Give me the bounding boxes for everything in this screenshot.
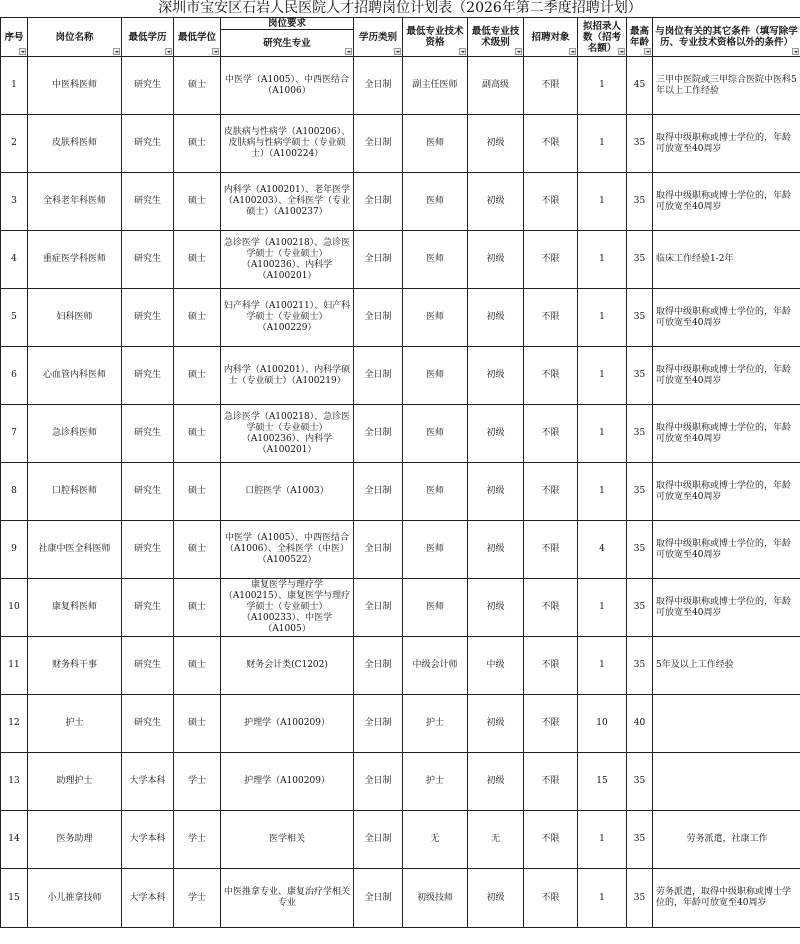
cell-min-edu[interactable]: 大学本科 (122, 811, 174, 869)
cell-min-level[interactable]: 无 (468, 811, 524, 869)
cell-min-edu[interactable]: 研究生 (122, 347, 174, 405)
cell-other-conditions[interactable]: 三甲中医院或三甲综合医院中医科5年以上工作经验 (653, 57, 800, 115)
cell-planned[interactable]: 1 (578, 115, 627, 173)
cell-edu-type[interactable]: 全日制 (354, 521, 403, 579)
cell-target[interactable]: 不限 (524, 173, 578, 231)
cell-min-level[interactable]: 初级 (468, 405, 524, 463)
cell-other-conditions[interactable]: 取得中级职称或博士学位的，年龄可放宽至40周岁 (653, 173, 800, 231)
header-label: 最低专业技术级别 (471, 26, 520, 48)
header-label: 与岗位有关的其它条件（填写除学历、专业技术资格以外的条件） (655, 26, 798, 48)
cell-position[interactable]: 口腔科医师 (28, 463, 122, 521)
cell-target[interactable]: 不限 (524, 579, 578, 637)
cell-position[interactable]: 中医科医师 (28, 57, 122, 115)
cell-min-qual[interactable]: 副主任医师 (403, 57, 468, 115)
recruitment-table (0, 17, 800, 928)
cell-seq[interactable]: 7 (1, 405, 28, 463)
filter-dropdown-icon[interactable] (165, 48, 172, 55)
cell-edu-type[interactable]: 全日制 (354, 811, 403, 869)
cell-min-degree[interactable]: 硕士 (174, 231, 221, 289)
cell-position[interactable]: 重症医学科医师 (28, 231, 122, 289)
header-label: 招聘对象 (531, 31, 570, 43)
cell-min-level[interactable]: 初级 (468, 463, 524, 521)
cell-max-age[interactable]: 35 (627, 231, 653, 289)
filter-dropdown-icon[interactable] (394, 48, 401, 55)
cell-planned[interactable]: 1 (578, 811, 627, 869)
cell-target[interactable]: 不限 (524, 869, 578, 928)
filter-dropdown-icon[interactable] (515, 48, 522, 55)
cell-other-conditions[interactable]: 劳务派遣，取得中级职称或博士学位的，年龄可放宽至40周岁 (653, 869, 800, 928)
header-min-edu[interactable] (122, 18, 174, 57)
cell-max-age[interactable]: 35 (627, 115, 653, 173)
cell-edu-type[interactable]: 全日制 (354, 869, 403, 928)
cell-position[interactable]: 全科老年科医师 (28, 173, 122, 231)
header-min-qual[interactable] (403, 18, 468, 57)
cell-min-degree[interactable]: 硕士 (174, 173, 221, 231)
cell-other-conditions[interactable] (653, 695, 800, 753)
cell-min-qual[interactable]: 医师 (403, 231, 468, 289)
cell-other-conditions[interactable]: 取得中级职称或博士学位的，年龄可放宽至40周岁 (653, 115, 800, 173)
cell-min-qual[interactable]: 医师 (403, 463, 468, 521)
table-row (1, 347, 800, 405)
cell-planned[interactable]: 1 (578, 173, 627, 231)
cell-min-edu[interactable]: 大学本科 (122, 753, 174, 811)
cell-max-age[interactable]: 35 (627, 811, 653, 869)
cell-target[interactable]: 不限 (524, 289, 578, 347)
cell-planned[interactable]: 1 (578, 289, 627, 347)
cell-seq[interactable]: 8 (1, 463, 28, 521)
cell-planned[interactable]: 1 (578, 637, 627, 695)
cell-major[interactable]: 内科学（A100201）、老年医学（A100203）、全科医学（专业硕士）（A100237） (221, 173, 354, 231)
cell-major[interactable]: 内科学（A100201）、内科学硕士（专业硕士）（A100219） (221, 347, 354, 405)
cell-min-edu[interactable]: 研究生 (122, 289, 174, 347)
cell-min-qual[interactable]: 医师 (403, 521, 468, 579)
cell-edu-type[interactable]: 全日制 (354, 405, 403, 463)
cell-min-degree[interactable]: 学士 (174, 811, 221, 869)
filter-dropdown-icon[interactable] (345, 48, 352, 55)
cell-min-degree[interactable]: 硕士 (174, 289, 221, 347)
table-row (1, 115, 800, 173)
cell-position[interactable]: 医务助理 (28, 811, 122, 869)
cell-target[interactable]: 不限 (524, 521, 578, 579)
header-label: 最低专业技术资格 (406, 26, 464, 48)
cell-seq[interactable]: 5 (1, 289, 28, 347)
filter-dropdown-icon[interactable] (644, 48, 651, 55)
cell-position[interactable]: 妇科医师 (28, 289, 122, 347)
header-min-level[interactable] (468, 18, 524, 57)
cell-target[interactable]: 不限 (524, 463, 578, 521)
cell-min-level[interactable]: 初级 (468, 521, 524, 579)
cell-max-age[interactable]: 45 (627, 57, 653, 115)
table-row (1, 811, 800, 869)
cell-major[interactable]: 中医学（A1005）、中西医结合（A1006）、全科医学（中医）（A100522） (221, 521, 354, 579)
cell-min-qual[interactable]: 医师 (403, 347, 468, 405)
cell-target[interactable]: 不限 (524, 115, 578, 173)
cell-max-age[interactable]: 35 (627, 289, 653, 347)
cell-position[interactable]: 急诊科医师 (28, 405, 122, 463)
header-seq[interactable] (1, 18, 28, 57)
cell-min-degree[interactable]: 硕士 (174, 405, 221, 463)
cell-min-level[interactable]: 副高级 (468, 57, 524, 115)
table-row (1, 289, 800, 347)
header-max-age[interactable] (627, 18, 653, 57)
cell-min-degree[interactable]: 硕士 (174, 579, 221, 637)
table-row (1, 637, 800, 695)
table-row (1, 57, 800, 115)
cell-min-level[interactable]: 初级 (468, 753, 524, 811)
cell-edu-type[interactable]: 全日制 (354, 115, 403, 173)
cell-seq[interactable]: 13 (1, 753, 28, 811)
cell-max-age[interactable]: 35 (627, 463, 653, 521)
cell-major[interactable]: 中医推拿专业、康复治疗学相关专业 (221, 869, 354, 928)
cell-min-edu[interactable]: 研究生 (122, 521, 174, 579)
cell-planned[interactable]: 10 (578, 695, 627, 753)
cell-target[interactable]: 不限 (524, 57, 578, 115)
table-row (1, 695, 800, 753)
cell-planned[interactable]: 1 (578, 405, 627, 463)
cell-max-age[interactable]: 35 (627, 521, 653, 579)
cell-max-age[interactable]: 35 (627, 405, 653, 463)
cell-min-edu[interactable]: 研究生 (122, 579, 174, 637)
cell-major[interactable]: 妇产科学（A100211）、妇产科学硕士（专业硕士）（A100229） (221, 289, 354, 347)
cell-min-degree[interactable]: 硕士 (174, 695, 221, 753)
cell-seq[interactable]: 4 (1, 231, 28, 289)
cell-min-degree[interactable]: 硕士 (174, 521, 221, 579)
cell-position[interactable]: 财务科干事 (28, 637, 122, 695)
cell-min-degree[interactable]: 硕士 (174, 637, 221, 695)
page-title: 深圳市宝安区石岩人民医院人才招聘岗位计划表（2026年第二季度招聘计划） (158, 0, 642, 16)
filter-dropdown-icon[interactable] (212, 48, 219, 55)
cell-edu-type[interactable]: 全日制 (354, 695, 403, 753)
header-position[interactable] (28, 18, 122, 57)
cell-other-conditions[interactable]: 5年及以上工作经验 (653, 637, 800, 695)
cell-position[interactable]: 社康中医全科医师 (28, 521, 122, 579)
cell-min-level[interactable]: 初级 (468, 347, 524, 405)
cell-planned[interactable]: 15 (578, 753, 627, 811)
cell-min-degree[interactable]: 硕士 (174, 347, 221, 405)
cell-min-edu[interactable]: 研究生 (122, 637, 174, 695)
cell-min-level[interactable]: 初级 (468, 289, 524, 347)
filter-dropdown-icon[interactable] (459, 48, 466, 55)
cell-planned[interactable]: 1 (578, 869, 627, 928)
cell-edu-type[interactable]: 全日制 (354, 173, 403, 231)
cell-target[interactable]: 不限 (524, 347, 578, 405)
cell-max-age[interactable]: 35 (627, 579, 653, 637)
cell-planned[interactable]: 1 (578, 57, 627, 115)
cell-min-qual[interactable]: 医师 (403, 405, 468, 463)
header-label: 最低学历 (128, 31, 167, 43)
filter-dropdown-icon[interactable] (792, 48, 799, 55)
cell-target[interactable]: 不限 (524, 405, 578, 463)
header-other[interactable] (653, 18, 800, 57)
cell-min-edu[interactable]: 研究生 (122, 57, 174, 115)
cell-other-conditions[interactable]: 取得中级职称或博士学位的，年龄可放宽至40周岁 (653, 579, 800, 637)
cell-min-qual[interactable]: 医师 (403, 115, 468, 173)
table-row (1, 463, 800, 521)
cell-max-age[interactable]: 35 (627, 753, 653, 811)
cell-min-edu[interactable]: 研究生 (122, 115, 174, 173)
cell-min-qual[interactable]: 医师 (403, 289, 468, 347)
cell-edu-type[interactable]: 全日制 (354, 579, 403, 637)
cell-position[interactable]: 皮肤科医师 (28, 115, 122, 173)
cell-seq[interactable]: 1 (1, 57, 28, 115)
table-row (1, 173, 800, 231)
cell-major[interactable]: 财务会计类(C1202) (221, 637, 354, 695)
cell-min-qual[interactable]: 初级技师 (403, 869, 468, 928)
cell-planned[interactable]: 1 (578, 347, 627, 405)
cell-position[interactable]: 小儿推拿技师 (28, 869, 122, 928)
cell-min-degree[interactable]: 硕士 (174, 115, 221, 173)
cell-target[interactable]: 不限 (524, 811, 578, 869)
cell-major[interactable]: 护理学（A100209） (221, 753, 354, 811)
cell-min-edu[interactable]: 研究生 (122, 463, 174, 521)
cell-other-conditions[interactable] (653, 753, 800, 811)
cell-seq[interactable]: 10 (1, 579, 28, 637)
header-label: 研究生专业 (263, 37, 311, 49)
cell-min-degree[interactable]: 硕士 (174, 57, 221, 115)
cell-min-level[interactable]: 初级 (468, 695, 524, 753)
cell-edu-type[interactable]: 全日制 (354, 463, 403, 521)
table-row (1, 579, 800, 637)
cell-major[interactable]: 急诊医学（A100218）、急诊医学硕士（专业硕士）（A100236）、内科学（A100201） (221, 405, 354, 463)
cell-major[interactable]: 医学相关 (221, 811, 354, 869)
table-row (1, 753, 800, 811)
cell-seq[interactable]: 14 (1, 811, 28, 869)
cell-seq[interactable]: 15 (1, 869, 28, 928)
cell-min-level[interactable]: 初级 (468, 869, 524, 928)
cell-min-level[interactable]: 初级 (468, 115, 524, 173)
filter-dropdown-icon[interactable] (113, 48, 120, 55)
cell-max-age[interactable]: 35 (627, 637, 653, 695)
filter-dropdown-icon[interactable] (569, 48, 576, 55)
header-label: 学历类别 (358, 31, 397, 43)
cell-planned[interactable]: 1 (578, 579, 627, 637)
cell-major[interactable]: 口腔医学（A1003） (221, 463, 354, 521)
cell-major[interactable]: 护理学（A100209） (221, 695, 354, 753)
cell-min-qual[interactable]: 护士 (403, 753, 468, 811)
cell-seq[interactable]: 3 (1, 173, 28, 231)
cell-target[interactable]: 不限 (524, 231, 578, 289)
cell-min-degree[interactable]: 硕士 (174, 463, 221, 521)
cell-other-conditions[interactable]: 取得中级职称或博士学位的，年龄可放宽至40周岁 (653, 463, 800, 521)
header-target[interactable] (524, 18, 578, 57)
cell-max-age[interactable]: 35 (627, 869, 653, 928)
cell-seq[interactable]: 6 (1, 347, 28, 405)
cell-other-conditions[interactable]: 取得中级职称或博士学位的，年龄可放宽至40周岁 (653, 347, 800, 405)
cell-max-age[interactable]: 35 (627, 347, 653, 405)
cell-other-conditions[interactable]: 劳务派遣，社康工作 (653, 811, 800, 869)
cell-min-degree[interactable]: 学士 (174, 753, 221, 811)
cell-min-qual[interactable]: 医师 (403, 579, 468, 637)
cell-position[interactable]: 护士 (28, 695, 122, 753)
cell-max-age[interactable]: 40 (627, 695, 653, 753)
cell-min-qual[interactable]: 医师 (403, 173, 468, 231)
cell-planned[interactable]: 1 (578, 231, 627, 289)
cell-edu-type[interactable]: 全日制 (354, 231, 403, 289)
cell-min-edu[interactable]: 大学本科 (122, 869, 174, 928)
cell-min-qual[interactable]: 护士 (403, 695, 468, 753)
cell-min-edu[interactable]: 研究生 (122, 173, 174, 231)
header-label: 最高年龄 (629, 26, 649, 48)
cell-min-level[interactable]: 初级 (468, 231, 524, 289)
cell-major[interactable]: 急诊医学（A100218）、急诊医学硕士（专业硕士）（A100236）、内科学（A100201） (221, 231, 354, 289)
header-requirements: 岗位要求 (221, 18, 354, 30)
header-label: 岗位名称 (55, 31, 94, 43)
cell-planned[interactable]: 4 (578, 521, 627, 579)
cell-min-qual[interactable]: 中级会计师 (403, 637, 468, 695)
cell-planned[interactable]: 1 (578, 463, 627, 521)
header-label: 序号 (4, 31, 24, 43)
header-major[interactable] (221, 30, 354, 57)
cell-edu-type[interactable]: 全日制 (354, 753, 403, 811)
table-row (1, 231, 800, 289)
cell-position[interactable]: 心血管内科医师 (28, 347, 122, 405)
header-edu-type[interactable] (354, 18, 403, 57)
table-row (1, 521, 800, 579)
cell-major[interactable]: 康复医学与理疗学（A100215）、康复医学与理疗学硕士（专业硕士）（A100233）、中医学（A1005） (221, 579, 354, 637)
cell-seq[interactable]: 2 (1, 115, 28, 173)
header-label: 最低学位 (177, 31, 216, 43)
cell-target[interactable]: 不限 (524, 637, 578, 695)
cell-other-conditions[interactable]: 临床工作经验1-2年 (653, 231, 800, 289)
table-row (1, 869, 800, 928)
cell-position[interactable]: 康复科医师 (28, 579, 122, 637)
filter-dropdown-icon[interactable] (618, 48, 625, 55)
filter-dropdown-icon[interactable] (19, 48, 26, 55)
cell-other-conditions[interactable]: 取得中级职称或博士学位的，年龄可放宽至40周岁 (653, 289, 800, 347)
cell-min-level[interactable]: 初级 (468, 579, 524, 637)
cell-min-edu[interactable]: 研究生 (122, 231, 174, 289)
cell-seq[interactable]: 12 (1, 695, 28, 753)
cell-max-age[interactable]: 35 (627, 173, 653, 231)
cell-edu-type[interactable]: 全日制 (354, 347, 403, 405)
cell-min-qual[interactable]: 无 (403, 811, 468, 869)
cell-seq[interactable]: 9 (1, 521, 28, 579)
cell-min-degree[interactable]: 学士 (174, 869, 221, 928)
cell-edu-type[interactable]: 全日制 (354, 637, 403, 695)
cell-seq[interactable]: 11 (1, 637, 28, 695)
cell-other-conditions[interactable]: 取得中级职称或博士学位的，年龄可放宽至40周岁 (653, 521, 800, 579)
cell-target[interactable]: 不限 (524, 695, 578, 753)
cell-edu-type[interactable]: 全日制 (354, 57, 403, 115)
cell-min-edu[interactable]: 研究生 (122, 405, 174, 463)
table-row (1, 405, 800, 463)
cell-edu-type[interactable]: 全日制 (354, 289, 403, 347)
header-planned[interactable] (578, 18, 627, 57)
cell-other-conditions[interactable]: 取得中级职称或博士学位的，年龄可放宽至40周岁 (653, 405, 800, 463)
cell-major[interactable]: 皮肤病与性病学（A100206）、皮肤病与性病学硕士（专业硕士）（A100224） (221, 115, 354, 173)
cell-target[interactable]: 不限 (524, 753, 578, 811)
header-label: 拟招录人数（招考名额） (582, 20, 621, 54)
cell-min-level[interactable]: 初级 (468, 173, 524, 231)
cell-min-edu[interactable]: 研究生 (122, 695, 174, 753)
header-min-degree[interactable] (174, 18, 221, 57)
cell-position[interactable]: 助理护士 (28, 753, 122, 811)
cell-min-level[interactable]: 中级 (468, 637, 524, 695)
cell-major[interactable]: 中医学（A1005）、中西医结合（A1006） (221, 57, 354, 115)
